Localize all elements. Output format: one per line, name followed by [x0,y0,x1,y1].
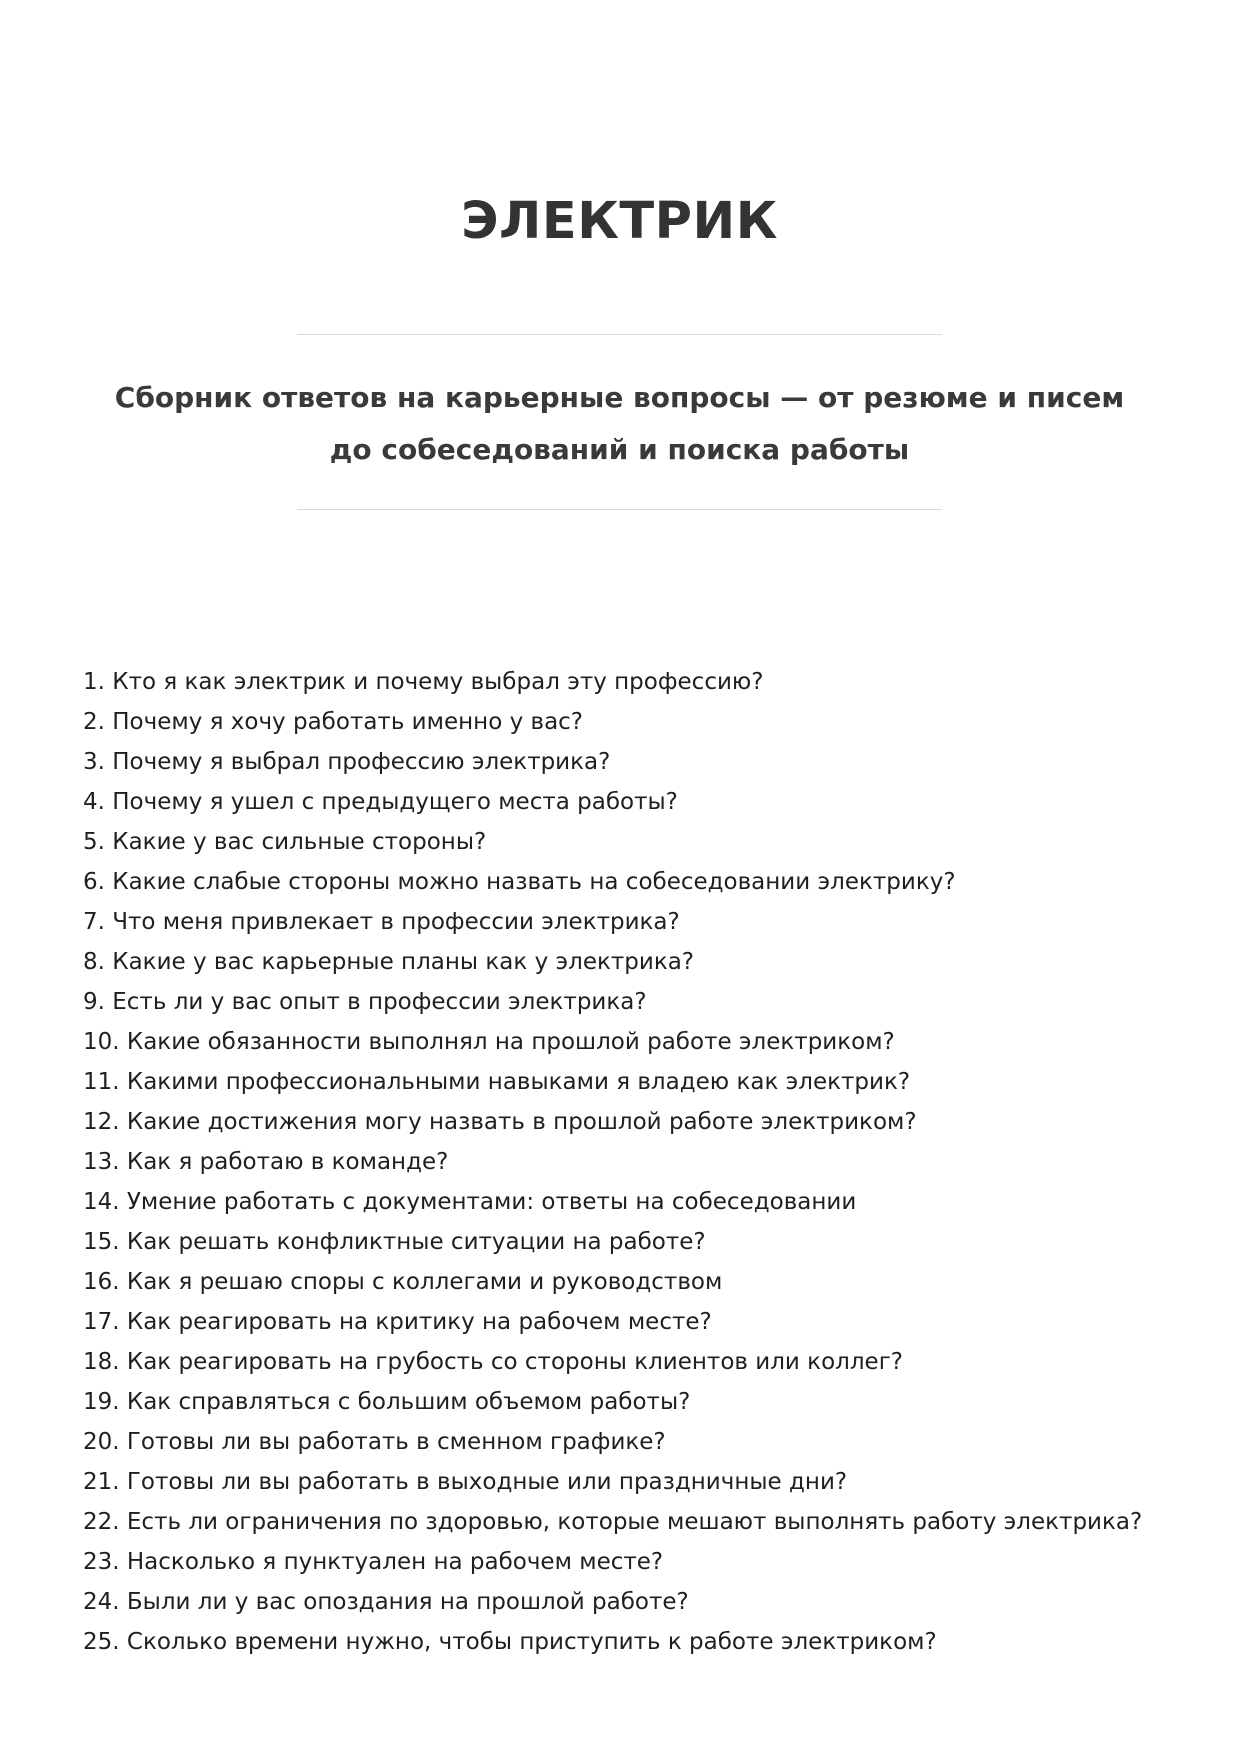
question-item: 18. Как реагировать на грубость со стороны клиентов или коллег? [83,1349,903,1375]
question-item: 2. Почему я хочу работать именно у вас? [83,709,584,735]
question-item: 6. Какие слабые стороны можно назвать на собеседовании электрику? [83,869,956,895]
question-item: 25. Сколько времени нужно, чтобы приступить к работе электриком? [83,1629,937,1655]
page-subtitle: Сборник ответов на карьерные вопросы — от резюме и писем до собеседований и поиска работы [114,381,1125,466]
question-item: 5. Какие у вас сильные стороны? [83,829,487,855]
question-item: 11. Какими профессиональными навыками я владею как электрик? [83,1069,911,1095]
question-item: 4. Почему я ушел с предыдущего места работы? [83,789,678,815]
question-item: 1. Кто я как электрик и почему выбрал эту профессию? [83,669,764,695]
question-item: 17. Как реагировать на критику на рабочем месте? [83,1309,712,1335]
question-item: 23. Насколько я пунктуален на рабочем месте? [83,1549,664,1575]
page-title: ЭЛЕКТРИК [461,192,778,251]
questions-list [83,662,1183,1662]
question-item: 9. Есть ли у вас опыт в профессии электрика? [83,989,647,1015]
top-divider [297,334,942,335]
question-item: 21. Готовы ли вы работать в выходные или праздничные дни? [83,1469,848,1495]
question-item: 22. Есть ли ограничения по здоровью, которые мешают выполнять работу электрика? [83,1509,1143,1535]
question-item: 12. Какие достижения могу назвать в прошлой работе электриком? [83,1109,917,1135]
question-item: 20. Готовы ли вы работать в сменном графике? [83,1429,666,1455]
question-item: 14. Умение работать с документами: ответы на собеседовании [83,1189,857,1215]
question-item: 24. Были ли у вас опоздания на прошлой работе? [83,1589,689,1615]
question-item: 19. Как справляться с большим объемом работы? [83,1389,691,1415]
question-item: 15. Как решать конфликтные ситуации на работе? [83,1229,706,1255]
question-item: 7. Что меня привлекает в профессии электрика? [83,909,680,935]
question-item: 16. Как я решаю споры с коллегами и руководством [83,1269,723,1295]
bottom-divider [297,509,942,510]
question-item: 3. Почему я выбрал профессию электрика? [83,749,611,775]
question-item: 13. Как я работаю в команде? [83,1149,449,1175]
question-item: 10. Какие обязанности выполнял на прошлой работе электриком? [83,1029,895,1055]
question-item: 8. Какие у вас карьерные планы как у электрика? [83,949,695,975]
